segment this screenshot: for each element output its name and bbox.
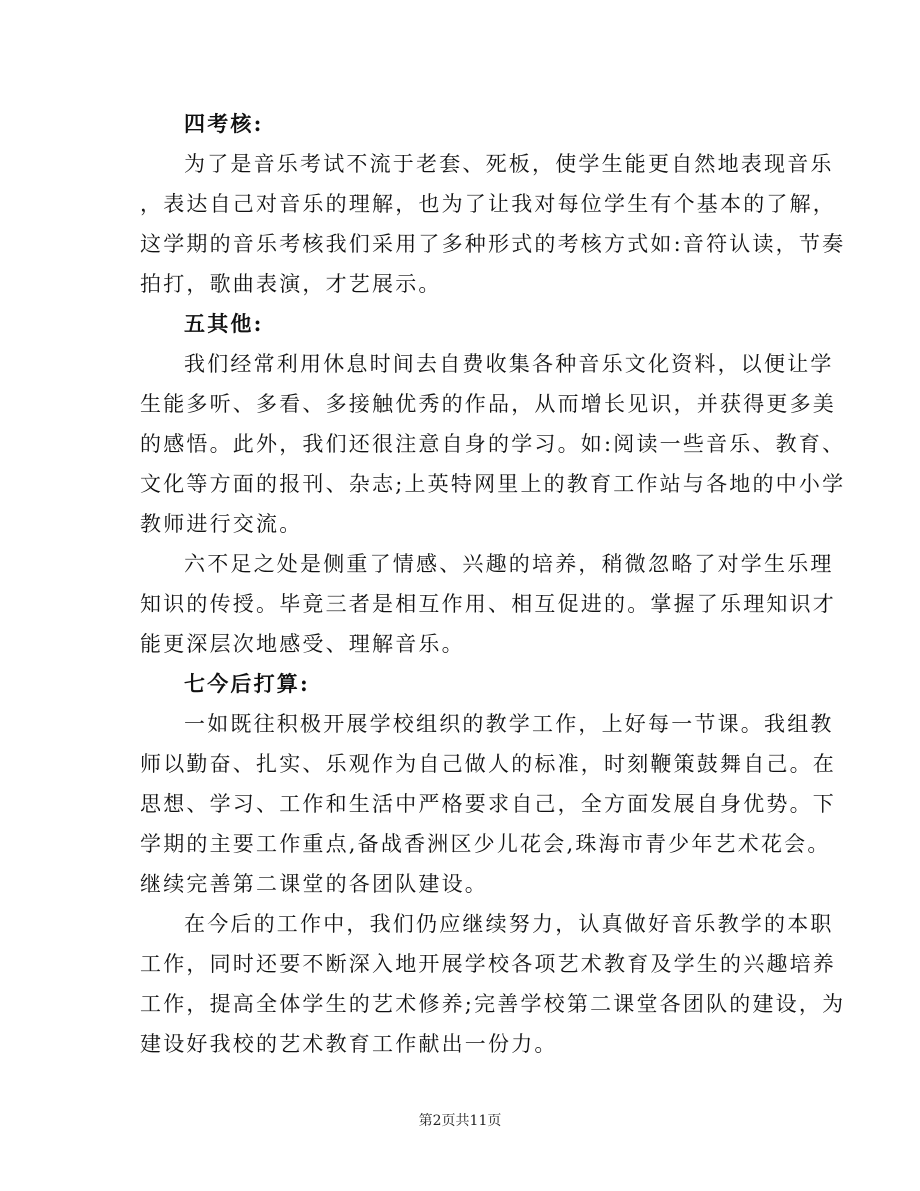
paragraph-line: 建设好我校的艺术教育工作献出一份力。 [140, 1032, 558, 1056]
paragraph-line: 工作，同时还要不断深入地开展学校各项艺术教育及学生的兴趣培养 [140, 952, 836, 976]
paragraph-other [140, 344, 846, 544]
paragraph-line: 知识的传授。毕竟三者是相互作用、相互促进的。掌握了乐理知识才 [140, 592, 836, 616]
paragraph-line: 继续完善第二课堂的各团队建设。 [140, 872, 488, 896]
paragraph-line: ，表达自己对音乐的理解，也为了让我对每位学生有个基本的了解， [140, 192, 836, 216]
paragraph-line: 拍打，歌曲表演，才艺展示。 [140, 272, 442, 296]
paragraph-line: 工作，提高全体学生的艺术修养;完善学校第二课堂各团队的建设，为 [140, 992, 846, 1016]
section-heading-assessment: 四考核: [184, 111, 264, 136]
paragraph-line: 为了是音乐考试不流于老套、死板，使学生能更自然地表现音乐 [184, 152, 834, 176]
paragraph-line: 学期的主要工作重点,备战香洲区少儿花会,珠海市青少年艺术花会。 [140, 832, 831, 856]
paragraph-line: 文化等方面的报刊、杂志;上英特网里上的教育工作站与各地的中小学 [140, 472, 846, 496]
paragraph-line: 我们经常利用休息时间去自费收集各种音乐文化资料，以便让学 [184, 352, 834, 376]
section-heading-other: 五其他: [184, 311, 264, 336]
paragraph-line: 的感悟。此外，我们还很注意自身的学习。如:阅读一些音乐、教育、 [140, 432, 846, 456]
paragraph-line: 师以勤奋、扎实、乐观作为自己做人的标准，时刻鞭策鼓舞自己。在 [140, 752, 836, 776]
paragraph-line: 这学期的音乐考核我们采用了多种形式的考核方式如:音符认读，节奏 [140, 232, 846, 256]
paragraph-future-plans [140, 704, 836, 904]
paragraph-closing [140, 904, 846, 1064]
paragraph-line: 一如既往积极开展学校组织的教学工作，上好每一节课。我组教 [184, 712, 834, 736]
paragraph-assessment [140, 144, 846, 304]
paragraph-shortcomings [140, 544, 836, 664]
paragraph-line: 六不足之处是侧重了情感、兴趣的培养，稍微忽略了对学生乐理 [184, 552, 834, 576]
paragraph-line: 教师进行交流。 [140, 512, 303, 536]
document-body [140, 104, 846, 1064]
paragraph-line: 能更深层次地感受、理解音乐。 [140, 632, 465, 656]
paragraph-line: 思想、学习、工作和生活中严格要求自己，全方面发展自身优势。下 [140, 792, 836, 816]
paragraph-line: 在今后的工作中，我们仍应继续努力，认真做好音乐教学的本职 [184, 912, 834, 936]
section-heading-future-plans: 七今后打算: [184, 671, 310, 696]
paragraph-line: 生能多听、多看、多接触优秀的作品，从而增长见识，并获得更多美 [140, 392, 836, 416]
page-number-footer: 第2页共11页 [418, 1113, 502, 1129]
